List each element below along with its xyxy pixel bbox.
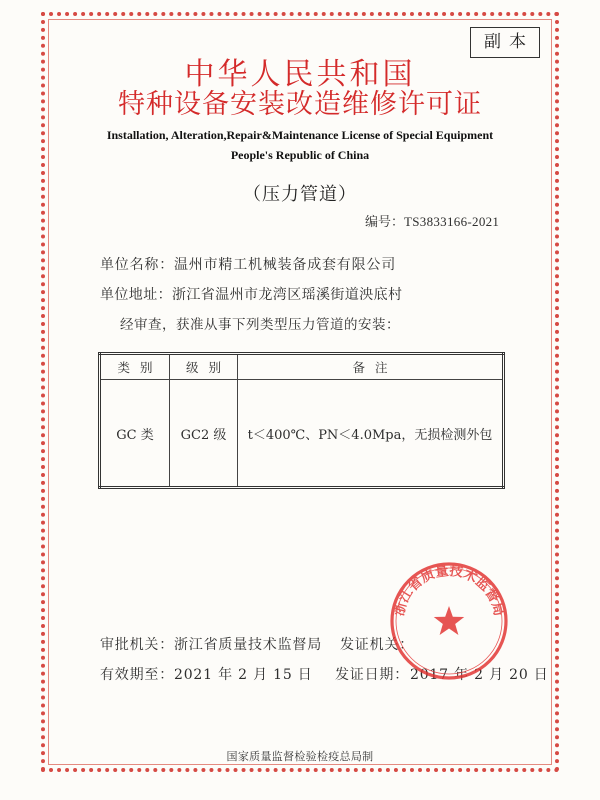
pipeline-category: （压力管道） xyxy=(243,184,357,205)
english-title-line1: Installation, Alteration,Repair&Maintenance License of Special Equipment xyxy=(106,128,494,142)
approval-authority-value: 浙江省质量技术监督局 xyxy=(174,637,322,653)
unit-address-label: 单位地址： xyxy=(100,287,172,303)
unit-name-row xyxy=(100,256,396,274)
unit-address-value: 浙江省温州市龙湾区瑶溪街道泱底村 xyxy=(172,287,403,303)
copy-mark-box: 副本 xyxy=(470,27,540,58)
unit-name-value: 温州市精工机械装备成套有限公司 xyxy=(174,257,396,273)
title-country: 中华人民共和国 xyxy=(184,57,416,92)
valid-until-row xyxy=(100,666,313,684)
valid-until-value: 2021 年 2 月 15 日 xyxy=(174,667,313,683)
approval-authority-row xyxy=(100,636,322,654)
license-number xyxy=(365,214,499,231)
valid-until-label: 有效期至： xyxy=(100,667,174,683)
license-number-value: TS3833166-2021 xyxy=(404,214,500,229)
table-cell-level: GC2 级 xyxy=(170,380,238,488)
official-seal xyxy=(388,560,510,682)
table-cell-category: GC 类 xyxy=(100,380,170,488)
english-title-line2: People's Republic of China xyxy=(230,148,370,162)
approval-statement: 经审查，获准从事下列类型压力管道的安装： xyxy=(120,317,400,333)
table-row xyxy=(100,380,504,488)
issuer-footer: 国家质量监督检验检疫总局制 xyxy=(226,750,374,763)
table-header-level: 级别 xyxy=(170,354,238,380)
table-cell-remarks: t＜400℃、PN＜4.0Mpa，无损检测外包 xyxy=(238,380,504,488)
unit-address-row xyxy=(100,286,402,304)
table-header-row xyxy=(100,354,504,380)
issuing-authority-label: 发证机关： xyxy=(340,637,414,653)
issue-date-label: 发证日期： xyxy=(335,667,409,683)
seal-text: 浙江省质量技术监督局 xyxy=(391,562,507,618)
unit-name-label: 单位名称： xyxy=(100,257,174,273)
issue-date-value: 2017 年 2 月 20 日 xyxy=(410,667,549,683)
title-license: 特种设备安装改造维修许可证 xyxy=(118,89,482,120)
scope-table xyxy=(98,352,505,489)
license-number-label: 编号： xyxy=(365,215,405,230)
table-header-category: 类别 xyxy=(100,354,170,380)
seal-star-icon xyxy=(434,606,464,635)
table-header-remarks: 备注 xyxy=(238,354,504,380)
approval-authority-label: 审批机关： xyxy=(100,637,174,653)
